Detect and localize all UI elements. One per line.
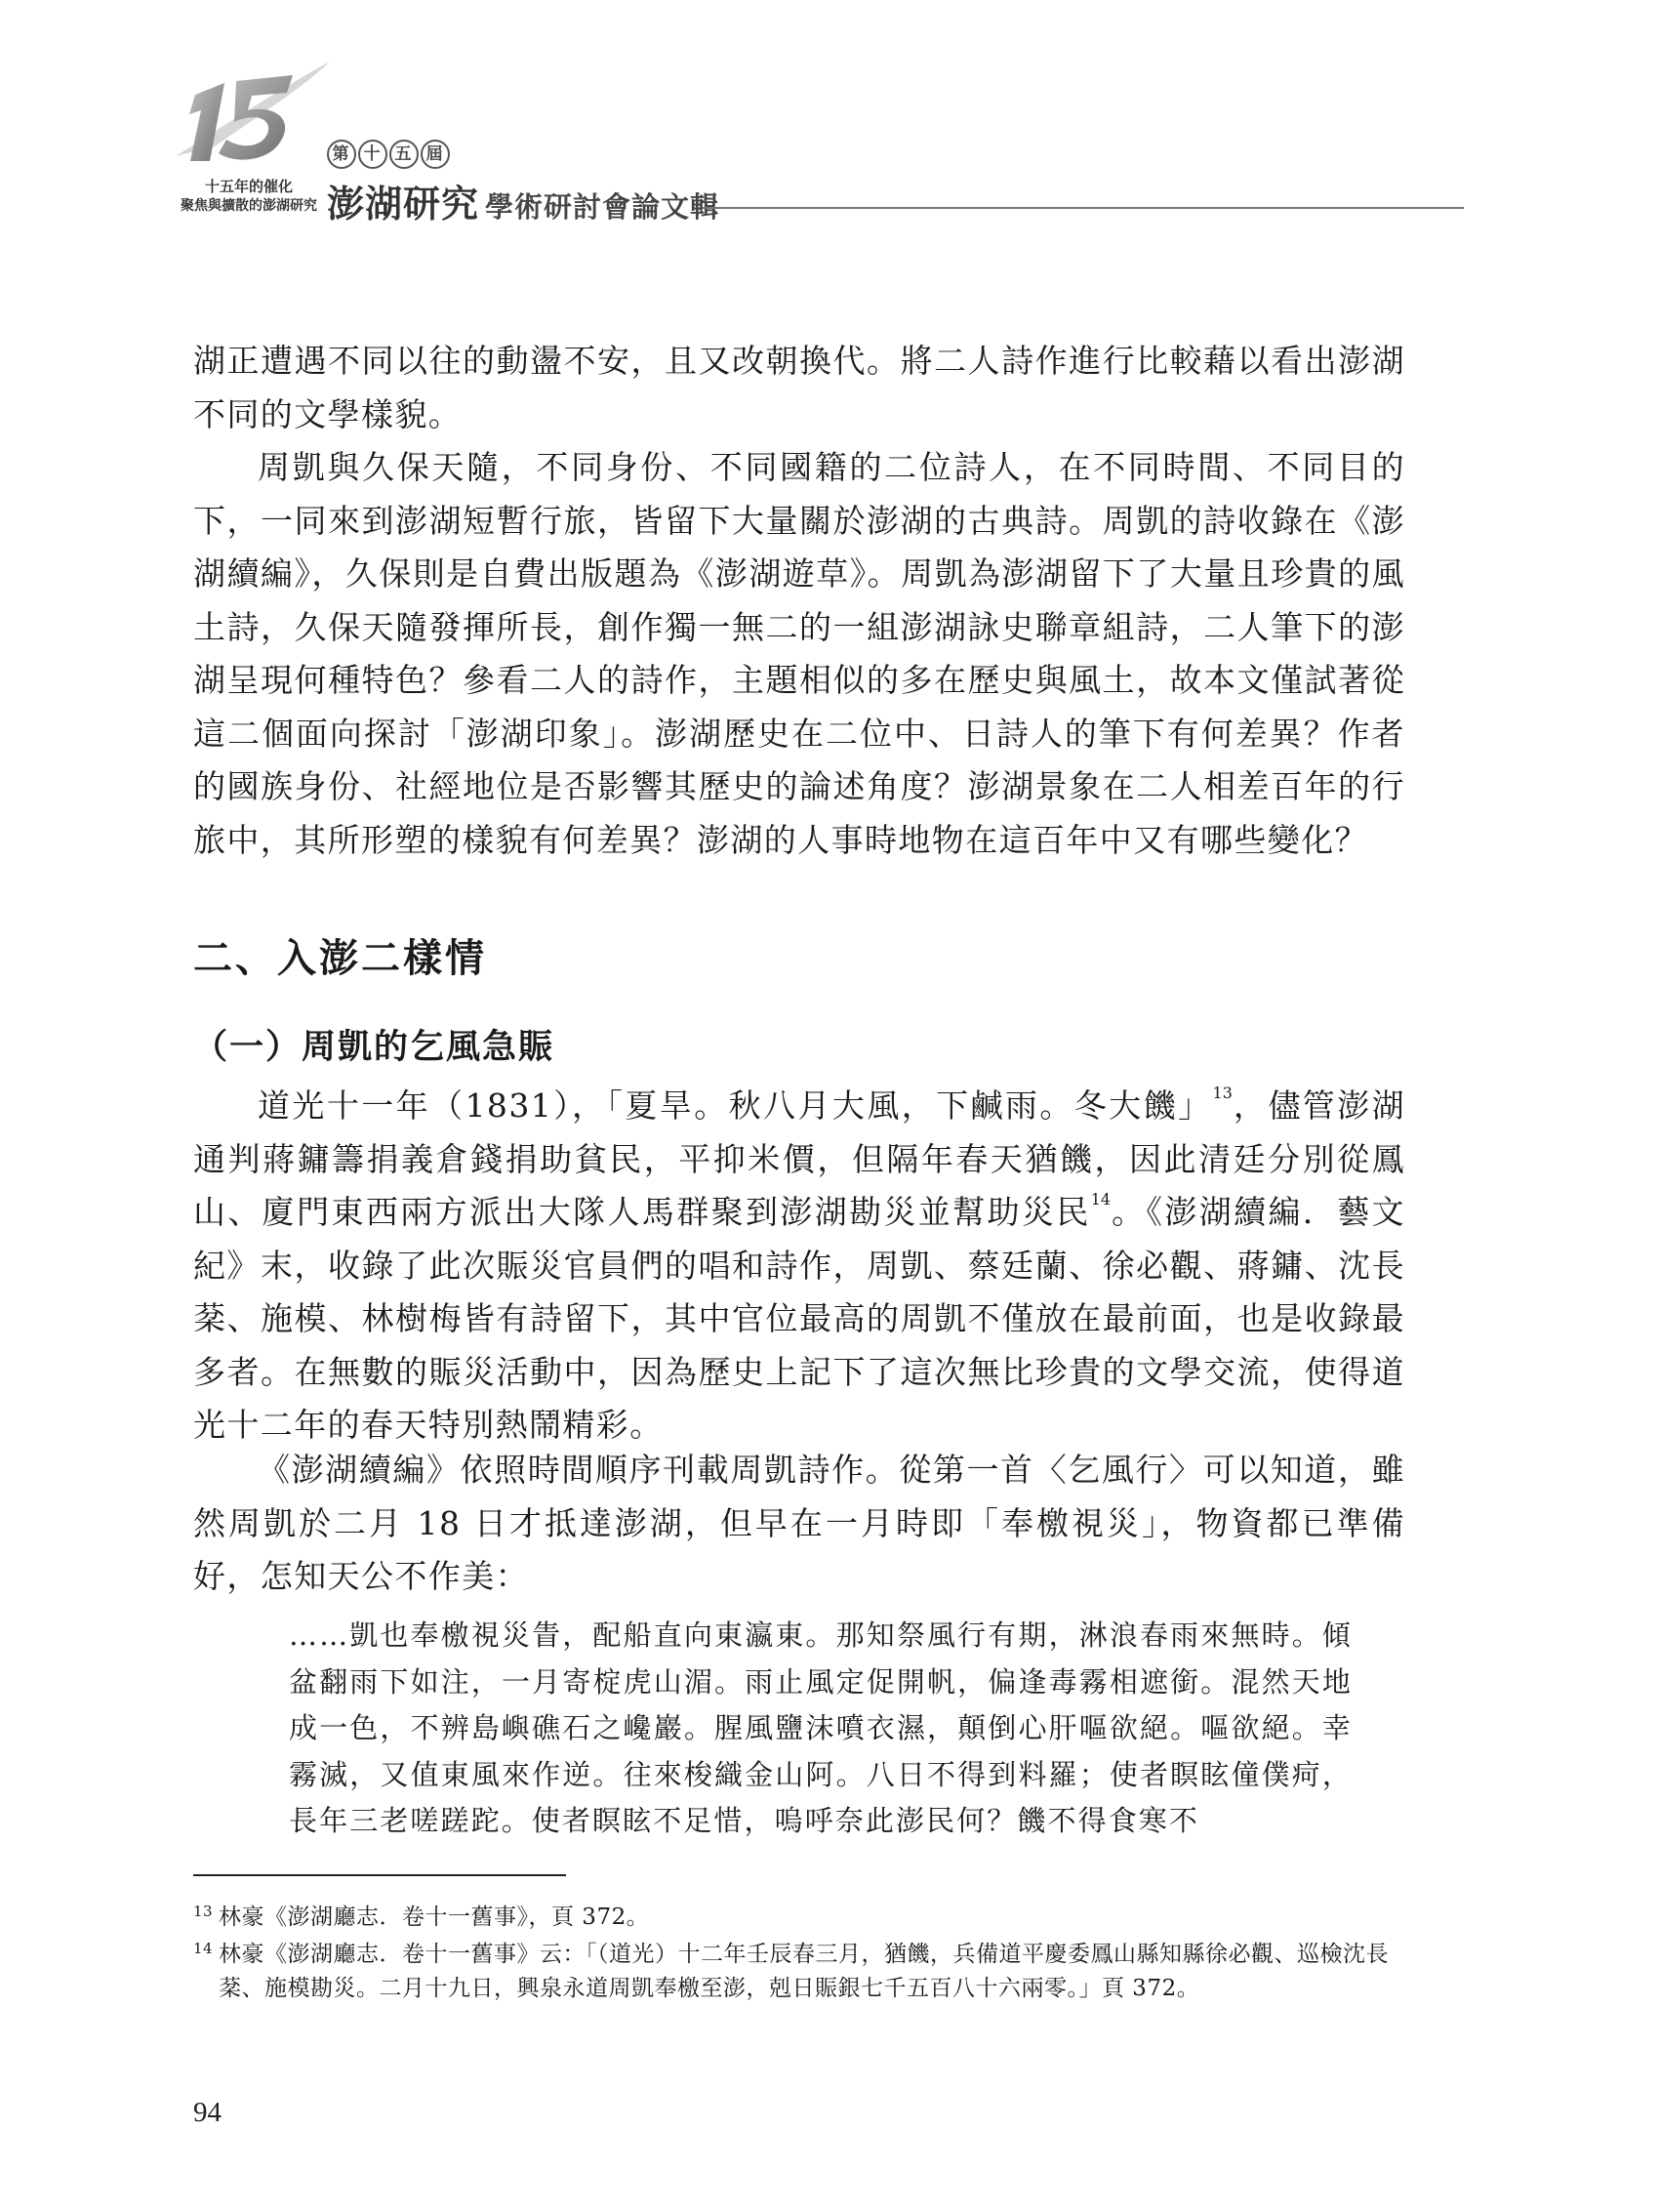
footnote-13 [193, 1901, 1405, 1935]
edition-num-2: 五 [389, 140, 419, 169]
journal-subtitle: 學術研討會論文輯 [485, 190, 720, 224]
page-number: 94 [193, 2097, 222, 2128]
paragraph-3-part-a: 道光十一年（1831），「夏旱。秋八月大風，下鹹雨。冬大饑」 [258, 1086, 1213, 1125]
footnote-ref-13[interactable]: 13 [1212, 1084, 1233, 1102]
footnote-number: 13 [193, 1903, 214, 1920]
paragraph-3-part-b: ，儘管澎湖通判蔣鏞籌捐義倉錢捐助貧民，平抑米價，但隔年春天猶饑，因此清廷分別從鳳山、廈門東西兩方派出大隊人馬群聚到澎湖勘災並幫助災民 [193, 1086, 1406, 1231]
conference-logo [156, 54, 332, 220]
journal-main-title: 澎湖研究 [327, 182, 480, 225]
paragraph-3-part-c: 。《澎湖續編．藝文紀》末，收錄了此次賑災官員們的唱和詩作，周凱、蔡廷蘭、徐必觀、蔣鏞、沈長棻、施模、林樹梅皆有詩留下，其中官位最高的周凱不僅放在最前面，也是收錄最多者。在無數的賑災活動中，因為歷史上記下了這次無比珍貴的文學交流，使得道光十二年的春天特別熱鬧精彩。 [193, 1193, 1405, 1444]
logo-tagline-1: 十五年的催化 [204, 178, 293, 195]
footnote-number: 14 [193, 1940, 214, 1957]
footnote-text: 林豪《澎湖廳志．卷十一舊事》，頁 372。 [219, 1905, 650, 1930]
edition-num-1: 十 [358, 140, 387, 169]
footnote-ref-14[interactable]: 14 [1090, 1190, 1112, 1208]
logo-15-icon [156, 54, 332, 176]
paragraph-3 [193, 1080, 1405, 1453]
footnote-14 [193, 1938, 1405, 2006]
edition-prefix: 第 [327, 140, 356, 169]
paragraph-1: 湖正遭遇不同以往的動盪不安，且又改朝換代。將二人詩作進行比較藉以看出澎湖不同的文學樣貌。 [193, 342, 1405, 433]
edition-label [327, 140, 452, 169]
header-divider [703, 207, 1464, 209]
paragraph-2: 周凱與久保天隨，不同身份、不同國籍的二位詩人，在不同時間、不同目的下，一同來到澎湖短暫行旅，皆留下大量關於澎湖的古典詩。周凱的詩收錄在《澎湖續編》，久保則是自費出版題為《澎湖遊草》。周凱為澎湖留下了大量且珍貴的風土詩，久保天隨發揮所長，創作獨一無二的一組澎湖詠史聯章組詩，二人筆下的澎湖呈現何種特色？參看二人的詩作，主題相似的多在歷史與風土，故本文僅試著從這二個面向探討「澎湖印象」。澎湖歷史在二位中、日詩人的筆下有何差異？作者的國族身份、社經地位是否影響其歷史的論述角度？澎湖景象在二人相差百年的行旅中，其所形塑的樣貌有何差異？澎湖的人事時地物在這百年中又有哪些變化？ [193, 448, 1405, 859]
footnote-divider [193, 1874, 566, 1876]
edition-suffix: 屆 [421, 140, 450, 169]
subsection-heading: （一）周凱的乞風急賑 [193, 1027, 555, 1067]
section-heading: 二、入澎二樣情 [193, 935, 487, 981]
journal-title [327, 174, 719, 227]
footnote-text: 林豪《澎湖廳志．卷十一舊事》云：「（道光）十二年壬辰春三月，猶饑，兵備道平慶委鳳山縣知縣徐必觀、巡檢沈長棻、施模勘災。二月十九日，興泉永道周凱奉檄至澎，剋日賑銀七千五百八十六兩零。」頁 372。 [219, 1942, 1389, 2001]
paragraph-4: 《澎湖續編》依照時間順序刊載周凱詩作。從第一首〈乞風行〉可以知道，雖然周凱於二月 18 日才抵達澎湖，但早在一月時即「奉檄視災」，物資都已準備好，怎知天公不作美： [193, 1451, 1405, 1595]
poem-quote: ……凱也奉檄視災眚，配船直向東瀛東。那知祭風行有期，淋浪春雨來無時。傾盆翻雨下如注，一月寄椗虎山湄。雨止風定促開帆，偏逢毒霧相遮銜。混然天地成一色，不辨島嶼礁石之巉巖。腥風鹽沫噴衣濕，顛倒心肝嘔欲絕。嘔欲絕。幸霧滅，又值東風來作逆。往來梭織金山阿。八日不得到料羅；使者瞑眩僮僕疴，長年三老嗟蹉跎。使者瞑眩不足惜，嗚呼奈此澎民何？饑不得食寒不 [289, 1618, 1353, 1837]
logo-tagline-2: 聚焦與擴散的澎湖研究 [181, 198, 317, 214]
